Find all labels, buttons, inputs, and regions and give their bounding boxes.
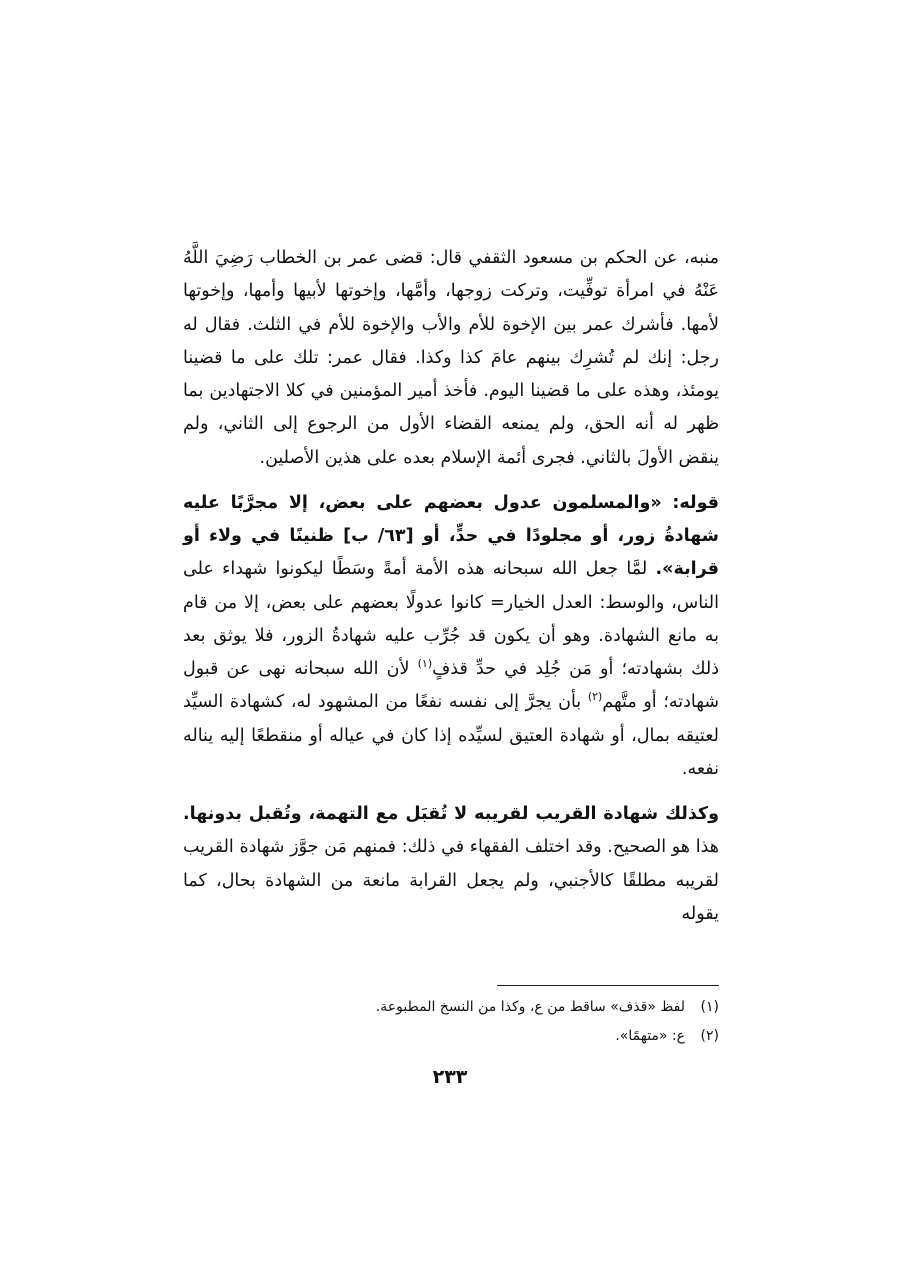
footnote-text: لفظ «قذف» ساقط من ع، وكذا من النسخ المطبوعة.	[375, 999, 685, 1015]
paragraph	[183, 242, 719, 475]
text-run: بأن يجرَّ إلى نفسه نفعًا من المشهود له، كشهادة السيِّد لعتيقه بمال، أو شهادة العتيق لسيِّده إذا كان في عياله أو منقطعًا إليه يناله نفعه.	[183, 692, 719, 779]
footnotes	[183, 993, 719, 1051]
footnote-ref: (١)	[417, 657, 433, 671]
text-run: هذا هو الصحيح. وقد اختلف الفقهاء في ذلك: فمنهم مَن جوَّز شهادة القريب لقريبه مطلقًا كالأجنبي، ولم يجعل القرابة مانعة من الشهادة بحال، كما يقوله	[183, 837, 719, 924]
footnote-text: ع: «متهمًا».	[615, 1028, 685, 1044]
footnote	[183, 1022, 719, 1051]
text-run: لمَّا جعل الله سبحانه هذه الأمة أمةً وسَطًا ليكونوا شهداء على الناس، والوسط: العدل الخيار= كانوا عدولًا بعضهم على بعض، إلا من قام به مانع الشهادة. وهو أن يكون قد جُرِّب عليه شهادةُ الزور، فلا يوثق بعد ذلك بشهادته؛ أو مَن جُلِد في حدِّ قذفٍ	[183, 559, 720, 679]
text-run: لأن الله سبحانه نهى عن قبول شهادته؛ أو متَّهم	[183, 659, 719, 713]
main-text	[183, 242, 719, 931]
quoted-text: قوله: «والمسلمون عدول بعضهم على بعض، إلا مجرَّبًا عليه شهادةُ زور، أو مجلودًا في حدٍّ، أو [٦٣/ ب] ظنينًا في ولاء أو قرابة».	[183, 492, 720, 580]
footnote-ref: (٢)	[587, 690, 603, 704]
page-number: ٢٣٣	[432, 1066, 468, 1088]
quoted-text: وكذلك شهادة القريب لقريبه لا تُقبَل مع التهمة، وتُقبل بدونها.	[183, 804, 719, 824]
footnote	[183, 993, 719, 1022]
paragraph	[183, 487, 719, 786]
paragraph	[183, 798, 719, 931]
footnote-separator	[497, 985, 719, 986]
text-run: منبه، عن الحكم بن مسعود الثقفي قال: قضى عمر بن الخطاب رَضِيَ اللَّهُ عَنْهُ في امرأة توفِّيت، وتركت زوجها، وأمَّها، وإخوتها لأبيها وأمها، وإخوتها لأمها. فأشرك عمر بين الإخوة للأم والأب والإخوة للأم في الثلث. فقال له رجل: إنك لم تُشرِك بينهم عامَ كذا وكذا. فقال عمر: تلك على ما قضينا يومئذ، وهذه على ما قضينا اليوم. فأخذ أمير المؤمنين في كلا الاجتهادين بما ظهر له أنه الحق، ولم يمنعه القضاء الأول من الرجوع إلى الثاني، ولم ينقض الأولَ بالثاني. فجرى أئمة الإسلام بعده على هذين الأصلين.	[183, 248, 719, 468]
footnote-number: (١)	[700, 999, 719, 1015]
footnote-number: (٢)	[700, 1028, 719, 1044]
